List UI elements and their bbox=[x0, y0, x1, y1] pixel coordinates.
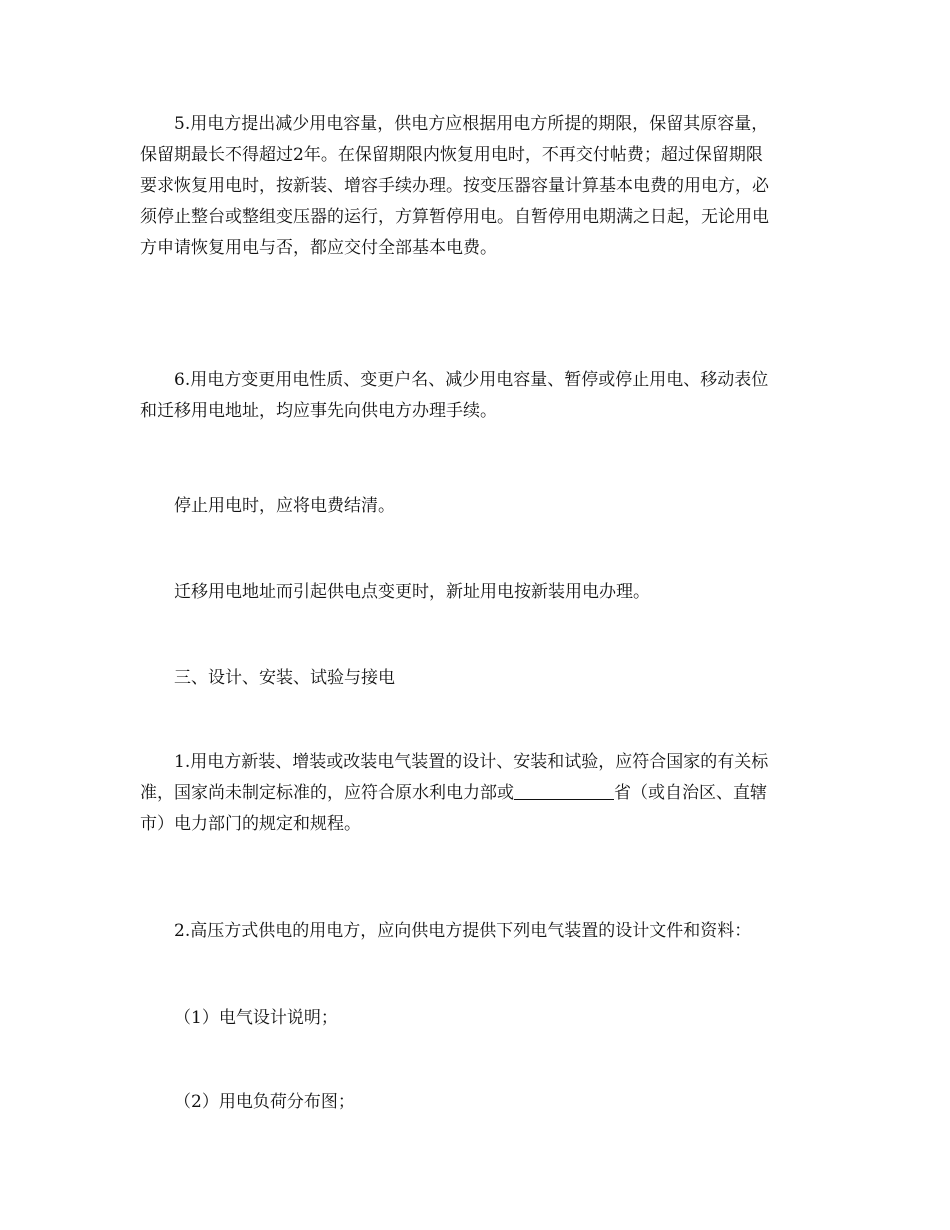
text-line: 三、设计、安装、试验与接电 bbox=[174, 668, 395, 688]
text-line: 要求恢复用电时，按新装、增容手续办理。按变压器容量计算基本电费的用电方，必 bbox=[140, 176, 769, 196]
paragraph-3-1 bbox=[140, 747, 812, 840]
text-line: （2）用电负荷分布图； bbox=[174, 1092, 355, 1112]
text-line: 方申请恢复用电与否，都应交付全部基本电费。 bbox=[140, 238, 497, 258]
paragraph-stop-power bbox=[140, 491, 812, 522]
text-line: 5.用电方提出减少用电容量，供电方应根据用电方所提的期限，保留其原容量， bbox=[174, 114, 769, 134]
text-line: 和迁移用电地址，均应事先向供电方办理手续。 bbox=[140, 401, 497, 421]
text-line: 6.用电方变更用电性质、变更户名、减少用电容量、暂停或停止用电、移动表位 bbox=[174, 370, 769, 390]
paragraph-move-address bbox=[140, 577, 812, 608]
list-item-1 bbox=[140, 1003, 812, 1034]
text-line: （1）电气设计说明； bbox=[174, 1008, 338, 1028]
fill-in-blank[interactable] bbox=[514, 781, 614, 800]
section-heading-3 bbox=[140, 663, 812, 694]
list-item-2 bbox=[140, 1087, 812, 1118]
text-line: 1.用电方新装、增装或改装电气装置的设计、安装和试验，应符合国家的有关标 bbox=[174, 752, 769, 772]
paragraph-3-2 bbox=[140, 916, 812, 947]
text-line: 停止用电时，应将电费结清。 bbox=[174, 496, 395, 516]
text-line: 须停止整台或整组变压器的运行，方算暂停用电。自暂停用电期满之日起，无论用电 bbox=[140, 207, 769, 227]
paragraph-5 bbox=[140, 109, 812, 264]
text-line: 迁移用电地址而引起供电点变更时，新址用电按新装用电办理。 bbox=[174, 582, 650, 602]
text-line: 保留期最长不得超过2年。在保留期限内恢复用电时，不再交付帖费；超过保留期限 bbox=[140, 145, 763, 165]
text-line: 准，国家尚未制定标准的，应符合原水利电力部或 省（或自治区、直辖 bbox=[140, 783, 767, 803]
text-line: 2.高压方式供电的用电方，应向供电方提供下列电气装置的设计文件和资料： bbox=[174, 921, 752, 941]
text-line: 市）电力部门的规定和规程。 bbox=[140, 814, 361, 834]
paragraph-6 bbox=[140, 365, 812, 427]
